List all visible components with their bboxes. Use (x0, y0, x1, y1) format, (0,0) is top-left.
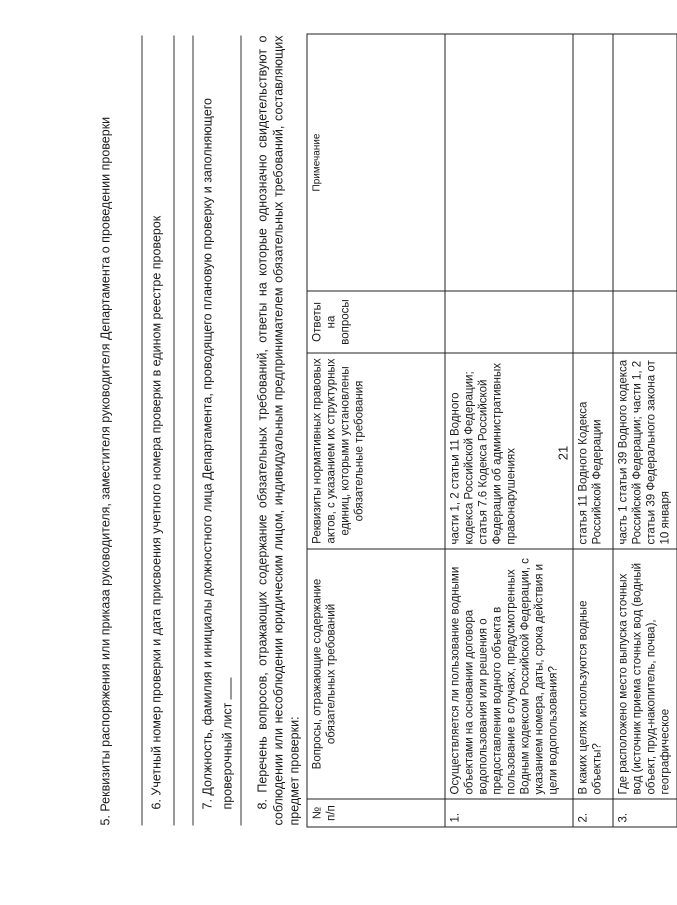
item-6-text: 6. Учетный номер проверки и дата присвоения учетного номера проверки в едином реестре проверок (149, 215, 163, 809)
row-question: В каких целях используются водные объекты? (573, 549, 613, 799)
row-requisites: статья 11 Водного Кодекса Российской Федерации (573, 353, 613, 549)
page-number: 21 (555, 445, 570, 460)
row-answer[interactable] (613, 291, 677, 353)
row-note[interactable] (573, 34, 613, 291)
item-7-line (197, 35, 237, 809)
item-7-text: 7. Должность, фамилия и инициалы должностного лица Департамента, проводящего плановую проверку и заполняющего проверочный лист (200, 97, 234, 809)
item-5-text: 5. Реквизиты распоряжения или приказа руководителя, заместителя руководителя Департамента о проведении проверки (98, 116, 112, 825)
row-num: 1. (445, 799, 573, 827)
row-note[interactable] (445, 34, 573, 291)
table-header-row (307, 34, 445, 827)
fill-line (141, 35, 142, 825)
header-note: Примечание (307, 34, 445, 291)
item-8-paragraph: 8. Перечень вопросов, отражающих содержание обязательных требований, ответы на которые однозначно свидетельствуют о соблюдении или несоблюдении юридическим лицом, индивидуальным предпринимателем обязательных требований, составляющих предмет проверки: (255, 35, 301, 825)
item-5-line (98, 35, 112, 825)
row-requisites: части 1, 2 статьи 11 Водного кодекса Российской Федерации; статья 7.6 Кодекса Российской Федерации об административных правонарушениях (445, 353, 573, 549)
row-num: 2. (573, 799, 613, 827)
row-note[interactable] (613, 34, 677, 291)
row-answer[interactable] (573, 291, 613, 353)
header-question: Вопросы, отражающие содержание обязательных требований (307, 549, 445, 799)
fill-blank (220, 677, 231, 699)
header-requisites: Реквизиты нормативных правовых актов, с указанием их структурных единиц, которыми установлены обязательные требования (307, 353, 445, 549)
checklist-table (306, 33, 677, 827)
table-row (445, 34, 573, 827)
row-num: 3. (613, 799, 677, 827)
row-question: Где расположено место выпуска сточных вод (источник приема сточных вод (водный объект, пруд-накопитель, почва), географическое (613, 549, 677, 799)
table-row (613, 34, 677, 827)
fill-line (173, 35, 174, 825)
item-6-line (149, 35, 163, 809)
fill-line (192, 35, 193, 825)
fill-line (240, 35, 241, 825)
header-num: № п/п (307, 799, 445, 827)
table-row (573, 34, 613, 827)
row-answer[interactable] (445, 291, 573, 353)
header-answers: Ответы на вопросы (307, 291, 445, 353)
row-requisites: часть 1 статьи 39 Водного кодекса Российской Федерации; части 1, 2 статьи 39 Федерального закона от 10 января (613, 353, 677, 549)
row-question: Осуществляется ли пользование водными объектами на основании договора водопользования или решения о предоставлении водного объекта в пользование в случаях, предусмотренных Водным кодексом Российской Федерации, с указанием номера, даты, срока действия и цели водопользования? (445, 549, 573, 799)
